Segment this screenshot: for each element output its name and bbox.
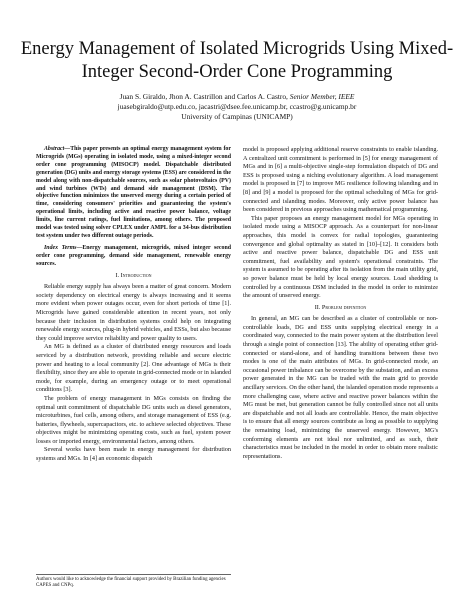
section-heading-introduction: I. Introduction: [115, 271, 152, 279]
index-terms-lead: Index Terms: [44, 244, 77, 251]
intro-paragraph-5: model is proposed applying additional reserve constraints to enable islanding. A centralized unit commitment is performed in [5] for energy management of MGs and in [6] a multi-objective single-step formulation dispatch of DG and ESS is proposed using a niching evolutionary algorithm. A load management model is proposed in [7] to improve MG resilience following islanding and in [8] and [9] a model is proposed for the optimal scheduling of MGs for grid-connected and islanding modes. Moreover, only active power balance has been considered in previous approaches using mathematical programming.: [243, 146, 438, 214]
author-role: Senior Member, IEEE: [289, 92, 355, 101]
paper-title: Energy Management of Isolated Microgrids Using Mixed-Integer Second-Order Cone Programming: [20, 39, 454, 82]
author-names-line: [20, 92, 454, 102]
abstract-lead: Abstract: [44, 146, 65, 152]
author-emails: juasebgiraldo@utp.edu.co, jacastri@dsee.fee.unicamp.br, ccastro@g.unicamp.br: [117, 102, 357, 111]
author-names: Juan S. Giraldo, Jhon A. Castrillon and Carlos A. Castro,: [119, 92, 288, 101]
intro-paragraph-1: Reliable energy supply has always been a matter of great concern. Modern society dependency on electrical energy is always increasing and it seems more evident when power outages occur, even for short periods of time [1]. Microgrids have gained considerable attention in recent years, not only because their inclusion in distribution systems could help on integrating renewable energy sources, plug-in hybrid vehicles, and ESSs, but also because they could improve service reliability and power quality to users.: [36, 283, 231, 342]
right-column: [243, 146, 438, 461]
intro-paragraph-3: The problem of energy management in MGs consists on finding the optimal unit commitment of dispatchable DG units such as diesel generators, microturbines, fuel cells, among others, and storage management of ESS (e.g. batteries, flywheels, supercapacitors, etc. to achieve selected objectives. These objectives might be minimizing operating costs, such as fuel, system power losses or imported energy, environmental factors, among others.: [36, 394, 231, 445]
author-affiliation: University of Campinas (UNICAMP): [181, 112, 293, 121]
footnote: Authors would like to acknowledge the financial support provided by Brazilian funding agencies CAPES and CNPq.: [36, 574, 231, 589]
abstract: [36, 146, 231, 241]
index-terms: [36, 245, 231, 269]
intro-paragraph-2: An MG is defined as a cluster of distributed energy resources and loads serviced by a distribution network, providing reliable and secure electric power and heating to a local community [2]. One advantage of MGs is their flexibility, since they are able to operate in grid-connected mode or in islanded mode, for example, during an emergency outage or to meet operational conditions [3].: [36, 343, 231, 394]
author-block: [20, 92, 454, 122]
intro-paragraph-4: Several works have been made in energy management for distribution systems and MGs. In [4] an economic dispatch: [36, 446, 231, 463]
index-terms-text: —Energy management, microgrids, mixed integer second order cone programming, demand side management, renewable energy sources.: [36, 244, 232, 267]
section-heading-problem-definition: II. Problem definition: [314, 303, 367, 311]
intro-paragraph-6: This paper proposes an energy management model for MGs operating in isolated mode using a MISOCP approach. As a counterpart for non-linear approaches, this model is convex for radial topologies, guaranteeing convergence and global optimality as stated in [10]–[12]. It considers both active and reactive power balance, dispatchable DG and ESS unit commitment, fuel availability and system's operational constraints. The system is assumed to be operating after its isolation from the main utility grid, so power balance must be held by local energy sources. Load shedding is controlled by a continuous DSM included in the model in order to minimize the amount of unserved energy.: [243, 214, 438, 300]
problem-paragraph-1: In general, an MG can be described as a cluster of controllable or non-controllable loads, DG and ESS units supplying electrical energy in a coordinated way, connected to the main power system at the distribution level through a single point of connection [13]. The ability of operating either grid-connected or stand-alone, and of handling transitions between these two modes is one of the main attributes of MGs. In grid-connected mode, an occasional power imbalance can be overcome by the substation, and an excess power generated in the MG can be traded with the main grid to provide ancillary services. On the other hand, the islanded operation mode represents a more challenging case, where active and reactive power balances within the MG must be met, but generation cannot be fully controlled since not all units are dispatchable and not all loads are controllable. Hence, the main objective is to ensure that all energy sources contribute as long as possible to supplying the remaining load, minimizing the unserved energy. However, MG's conforming elements are not ideal nor unlimited, and as such, their characteristics must be included in the model in order to obtain more realistic representations.: [243, 315, 438, 460]
abstract-text: —This paper presents an optimal energy management system for Microgrids (MGs) operating in isolated mode, using a mixed-integer second order cone programming (MISOCP) model. Dispatchable distributed generation (DG) units and energy storage systems (ESS) are considered in the model along with non-dispatchable sources, such as solar photovoltaics (PV) and wind turbines (WTs) and demand side management (DSM). The objective function minimizes the unserved energy during a certain period of time, considering consumers' priorities and guaranteeing the system's operational limits, including active and reactive power balance, voltage limits, line current ratings, fuel limitations, among others. The proposed model was tested using solver CPLEX under AMPL for a 34-bus distribution test system under two different outage periods.: [36, 146, 231, 239]
left-column: [36, 146, 231, 464]
